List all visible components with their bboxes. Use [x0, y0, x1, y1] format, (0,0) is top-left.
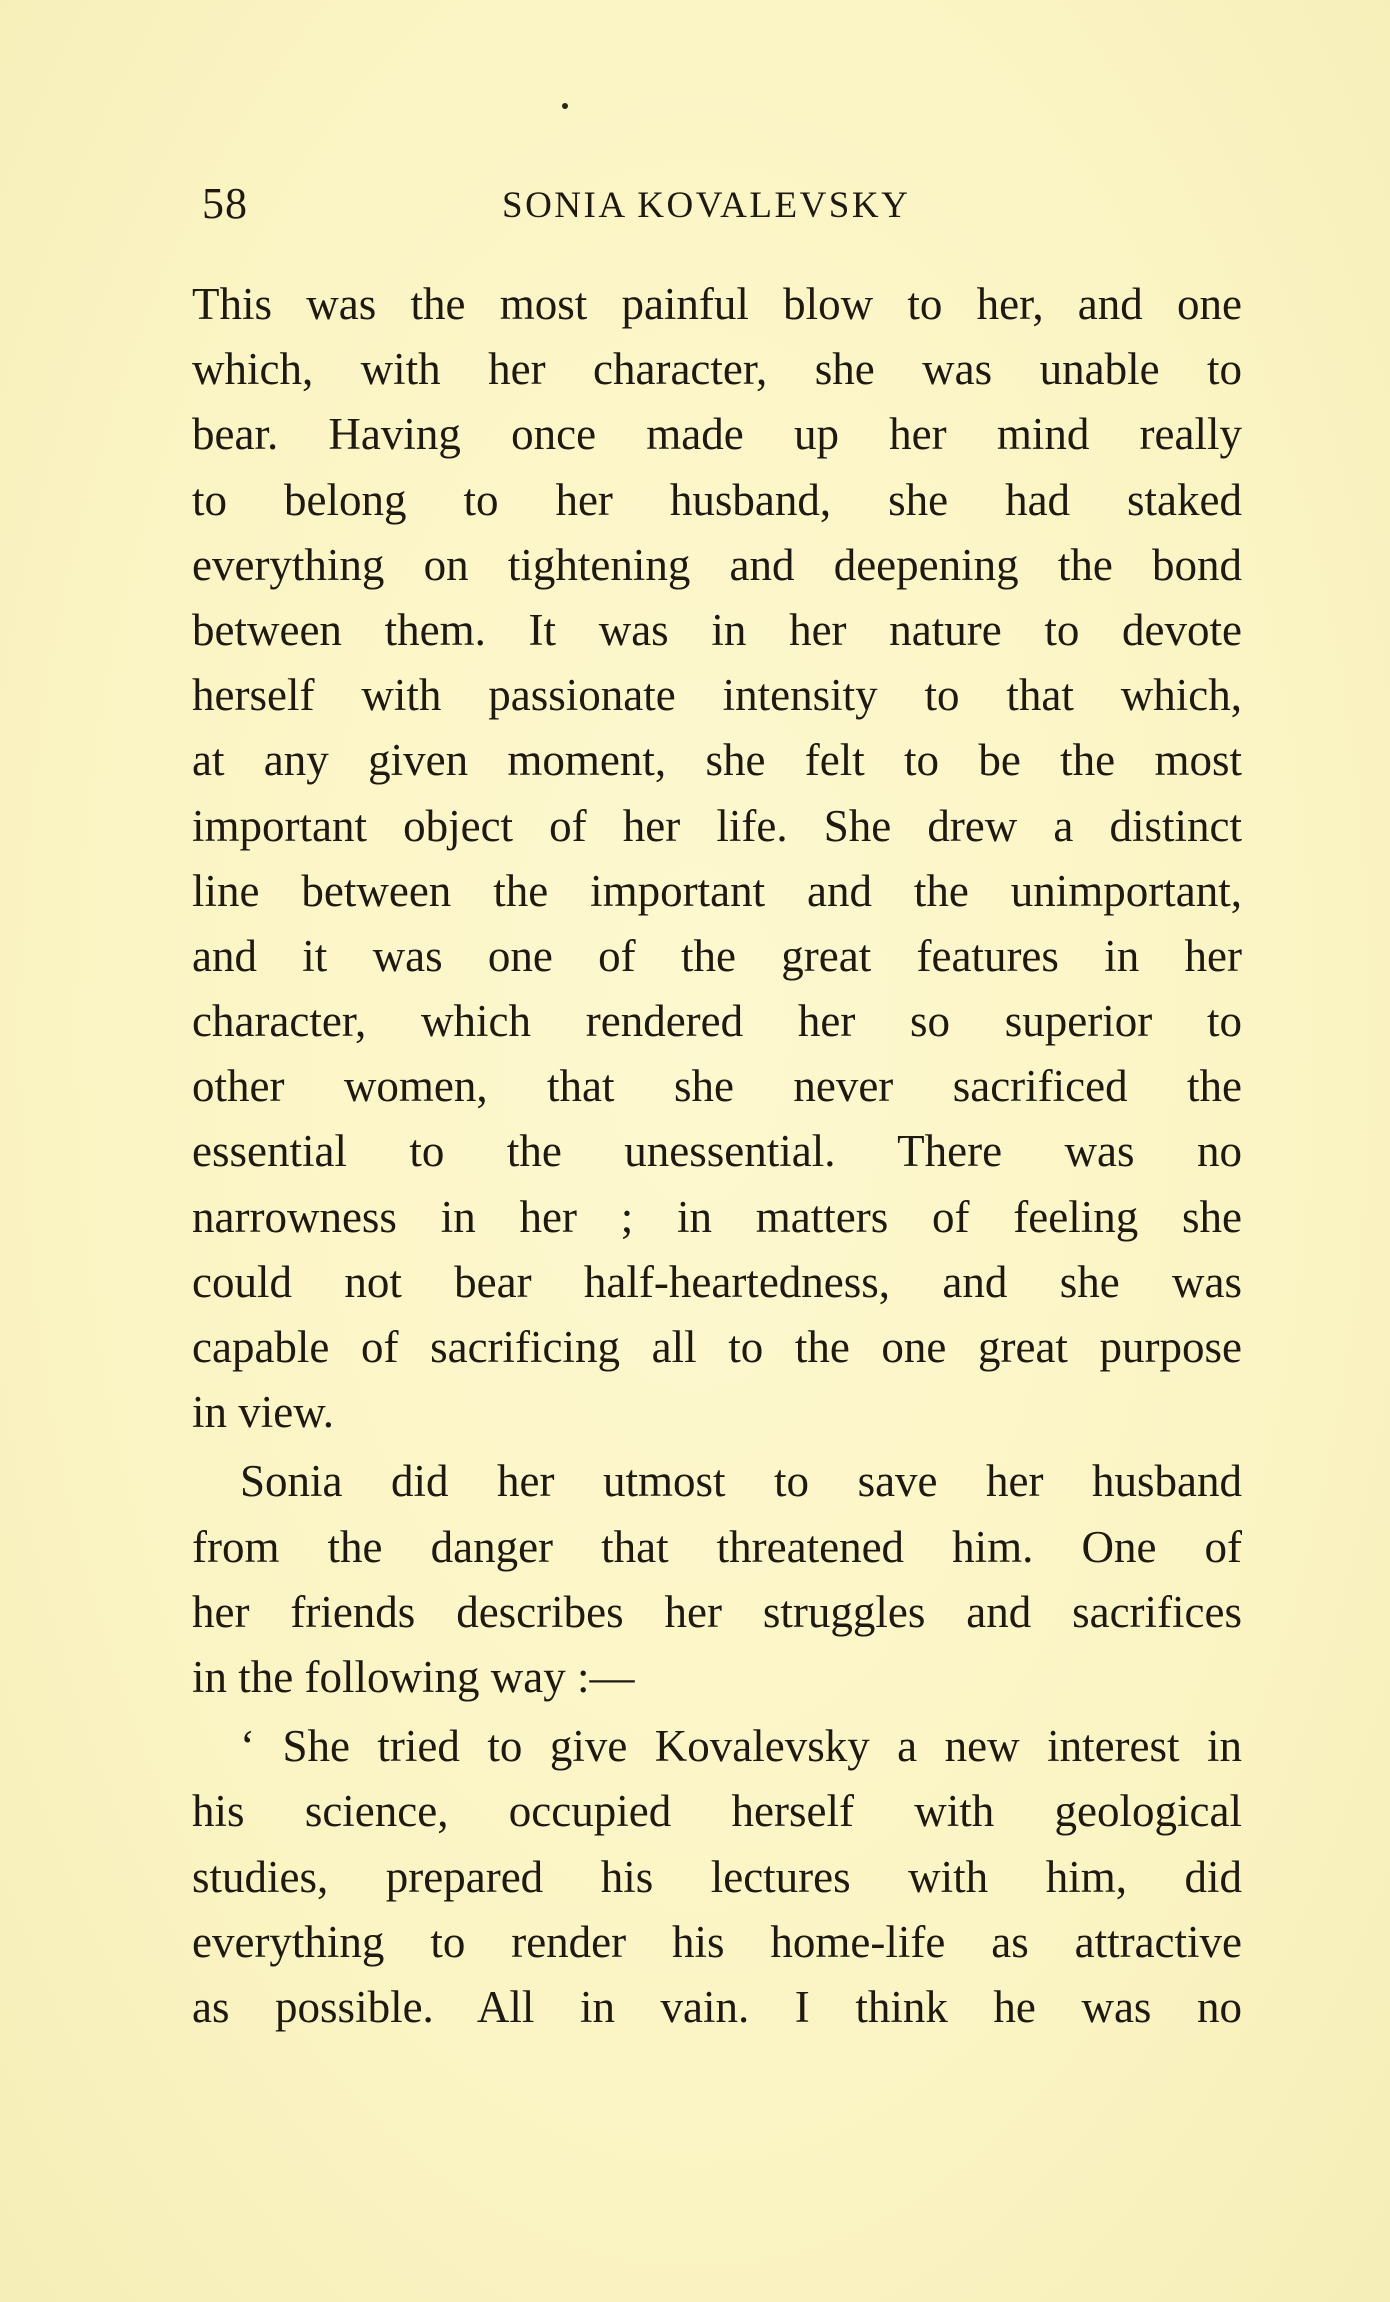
- text-line: ‘ She tried to give Kovalevsky a new interest in: [240, 1721, 1242, 1772]
- ink-speck: [562, 103, 568, 109]
- text-line: Sonia did her utmost to save her husband: [240, 1456, 1242, 1507]
- paragraph-1: [192, 272, 1242, 1445]
- text-line: important object of her life. She drew a distinct: [192, 800, 1242, 851]
- text-line: from the danger that threatened him. One of: [192, 1521, 1242, 1572]
- page-number: 58: [202, 179, 248, 228]
- text-line: essential to the unessential. There was no: [192, 1126, 1242, 1177]
- text-line: at any given moment, she felt to be the most: [192, 735, 1242, 786]
- text-line: everything on tightening and deepening the bond: [192, 539, 1242, 590]
- text-line: This was the most painful blow to her, and one: [192, 279, 1242, 329]
- text-line: narrowness in her ; in matters of feeling she: [192, 1191, 1242, 1242]
- text-line: her friends describes her struggles and sacrifices: [192, 1586, 1242, 1637]
- paragraph-2: [192, 1449, 1242, 1710]
- text-line: character, which rendered her so superior to: [192, 996, 1242, 1047]
- body-text: [192, 272, 1242, 2040]
- page-header: [202, 170, 1252, 240]
- text-line: his science, occupied herself with geological: [192, 1786, 1242, 1837]
- text-line: which, with her character, she was unable to: [192, 344, 1242, 395]
- text-line: line between the important and the unimportant,: [192, 865, 1242, 916]
- text-line: capable of sacrificing all to the one great purpose: [192, 1322, 1242, 1372]
- paragraph-3: [192, 1714, 1242, 2040]
- text-line: to belong to her husband, she had staked: [192, 474, 1242, 525]
- text-line: could not bear half-heartedness, and she was: [192, 1256, 1242, 1307]
- text-line: studies, prepared his lectures with him, did: [192, 1851, 1242, 1902]
- text-line: in view.: [192, 1387, 335, 1438]
- text-line: as possible. All in vain. I think he was no: [192, 1981, 1242, 2032]
- text-line: everything to render his home-life as attractive: [192, 1916, 1242, 1967]
- text-line: between them. It was in her nature to devote: [192, 604, 1242, 655]
- text-line: and it was one of the great features in her: [192, 930, 1242, 981]
- running-head: SONIA KOVALEVSKY: [502, 185, 911, 226]
- text-line: bear. Having once made up her mind really: [192, 409, 1242, 460]
- text-line: in the following way :—: [192, 1651, 635, 1702]
- text-line: herself with passionate intensity to that which,: [192, 670, 1242, 721]
- text-line: other women, that she never sacrificed the: [192, 1061, 1242, 1112]
